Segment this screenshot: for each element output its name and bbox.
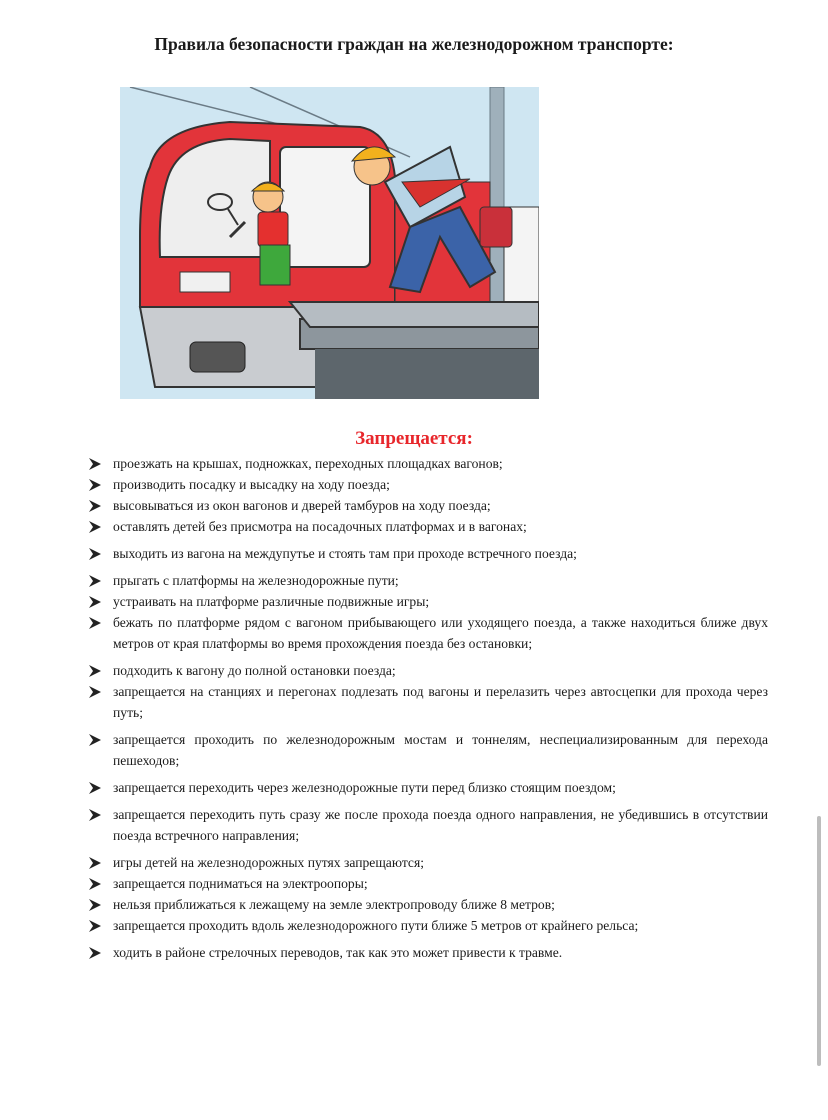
list-item-text: запрещается на станциях и перегонах подлезать под вагоны и перелазить через автосцепки для прохода через путь; [113,684,768,720]
list-item [88,453,768,474]
list-item-text: проезжать на крышах, подножках, переходных площадках вагонов; [113,456,503,471]
train-illustration [120,87,539,399]
arrow-bullet-icon [88,520,102,534]
list-item [88,873,768,894]
arrow-bullet-icon [88,733,102,747]
list-item [88,681,768,723]
list-item-text: производить посадку и высадку на ходу поезда; [113,477,390,492]
list-item-text: устраивать на платформе различные подвижные игры; [113,594,430,609]
list-item [88,495,768,516]
list-item [88,660,768,681]
list-item [88,474,768,495]
arrow-bullet-icon [88,808,102,822]
arrow-bullet-icon [88,478,102,492]
list-item [88,852,768,873]
list-item-text: прыгать с платформы на железнодорожные пути; [113,573,399,588]
prohibited-heading: Запрещается: [355,428,473,449]
list-item-text: оставлять детей без присмотра на посадочных платформах и в вагонах; [113,519,527,534]
arrow-bullet-icon [88,457,102,471]
list-item [88,915,768,936]
list-item-text: подходить к вагону до полной остановки поезда; [113,663,396,678]
arrow-bullet-icon [88,919,102,933]
list-item [88,516,768,537]
arrow-bullet-icon [88,877,102,891]
arrow-bullet-icon [88,616,102,630]
arrow-bullet-icon [88,781,102,795]
list-item-text: ходить в районе стрелочных переводов, так как это может привести к травме. [113,945,563,960]
arrow-bullet-icon [88,664,102,678]
list-item-text: запрещается проходить по железнодорожным мостам и тоннелям, неспециализированным для перехода пешеходов; [113,732,768,768]
list-item-text: высовываться из окон вагонов и дверей тамбуров на ходу поезда; [113,498,491,513]
arrow-bullet-icon [88,856,102,870]
list-item-text: запрещается проходить вдоль железнодорожного пути ближе 5 метров от крайнего рельса; [113,918,639,933]
document-title: Правила безопасности граждан на железнодорожном транспорте: [154,34,674,54]
list-item [88,804,768,846]
list-item [88,777,768,798]
list-item-text: запрещается переходить через железнодорожные пути перед близко стоящим поездом; [113,780,616,795]
list-item [88,612,768,654]
arrow-bullet-icon [88,898,102,912]
list-item [88,591,768,612]
list-item-text: бежать по платформе рядом с вагоном прибывающего или уходящего поезда, а также находиться ближе двух метров от края платформы во время прохождения поезда без остановки; [113,615,768,651]
list-item [88,894,768,915]
arrow-bullet-icon [88,499,102,513]
list-item-text: запрещается переходить путь сразу же после прохода поезда одного направления, не убедившись в отсутствии поезда встречного направления; [113,807,768,843]
arrow-bullet-icon [88,595,102,609]
list-item-text: выходить из вагона на междупутье и стоять там при проходе встречного поезда; [113,546,577,561]
list-item [88,570,768,591]
arrow-bullet-icon [88,574,102,588]
prohibited-list [88,453,768,963]
arrow-bullet-icon [88,547,102,561]
arrow-bullet-icon [88,946,102,960]
list-item-text: запрещается подниматься на электроопоры; [113,876,368,891]
list-item-text: игры детей на железнодорожных путях запрещаются; [113,855,424,870]
list-item [88,543,768,564]
scrollbar[interactable] [817,816,821,1066]
arrow-bullet-icon [88,685,102,699]
list-item [88,942,768,963]
list-item-text: нельзя приближаться к лежащему на земле электропроводу ближе 8 метров; [113,897,555,912]
list-item [88,729,768,771]
